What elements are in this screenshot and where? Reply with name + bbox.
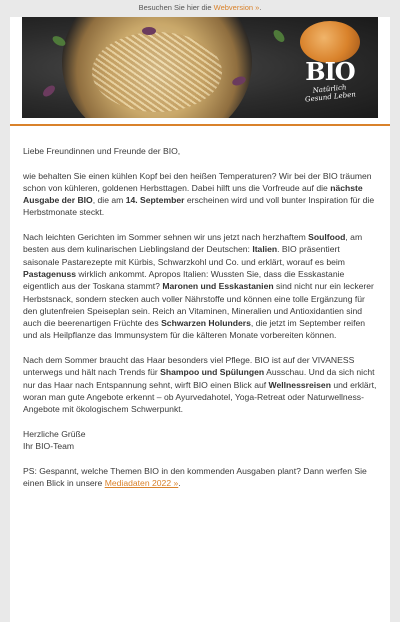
greeting: Liebe Freundinnen und Freunde der BIO, [23, 146, 181, 156]
ps-text: PS: Gespannt, welche Themen BIO in den kommenden Ausgaben plant? Dann werfen Sie einen Blick in unsere [23, 465, 367, 489]
ps-end: . [178, 478, 181, 489]
text-run: Nach dem Sommer braucht das Haar besonders viel Pflege. BIO ist auf der VIVANESS unterwegs und hält nach Trends für [23, 355, 355, 378]
webversion-link[interactable]: Webversion » [213, 3, 260, 12]
closing: Herzliche Grüße [23, 428, 86, 439]
bold-phrase: Schwarzen Holunders [161, 318, 251, 329]
bio-logo-tagline: Natürlich Gesund Leben [304, 83, 357, 104]
text-run: . BIO präsentiert saisonale Pastarezepte mit Kürbis, Schwarzkohl und Co. und erklärt, worauf es beim [23, 244, 345, 267]
accent-divider [10, 124, 390, 126]
leaf-decoration [142, 27, 156, 35]
bold-phrase: 14. September [125, 195, 185, 206]
text-run: und erklärt, woran man gute Angebote erkennt – ob Ayurvedahotel, Yoga-Retreat oder Naturwellness-Angebote mit ökologischem Schwerpunkt. [23, 379, 377, 415]
leaf-decoration [271, 28, 286, 44]
signature: Ihr BIO-Team [23, 441, 75, 452]
text-run: wirklich ankommt. Apropos Italien: Wussten Sie, dass die Esskastanie eigentlich aus der Toskana stammt? [23, 268, 345, 292]
webversion-suffix: . [259, 3, 262, 12]
letter-body [23, 145, 378, 502]
text-run: wie behalten Sie einen kühlen Kopf bei den heißen Temperaturen? Wir bei der BIO träumen schon von kühleren, goldenen Herbsttagen. Dabei hilft uns die Vorfreude auf die [23, 170, 372, 193]
leaf-decoration [41, 83, 57, 98]
postscript [23, 465, 378, 490]
bold-phrase: Maronen und Esskastanien [162, 281, 274, 292]
bold-phrase: Italien [252, 244, 278, 255]
text-run: Ausschau. Und da sich nicht nur das Haar nach Entspannung sehnt, wirft BIO einen Blick auf [23, 367, 375, 390]
paragraph-1 [23, 170, 378, 219]
text-run: sind nicht nur ein leckerer Herbstsnack, sondern stecken auch voller Nährstoffe und können eine tolle Ergänzung für den glutenfreien Speiseplan sein. Reich an Vitaminen, Mineralien und Antioxidantien sind auch die beerenartigen Früchte des [23, 281, 374, 329]
text-run: , die jetzt im September reifen und als Heilpflanze das Immunsystem für die kälteren Monate vorbereiten können. [23, 318, 366, 341]
text-run: erscheinen wird und voll bunter Inspiration für die Herbstmonate steckt. [23, 195, 375, 218]
mediadaten-link[interactable]: Mediadaten 2022 » [104, 478, 179, 489]
pasta-plate-image [62, 17, 252, 118]
webversion-bar [0, 0, 400, 17]
bold-phrase: Soulfood [308, 232, 346, 243]
bold-phrase: Wellnessreisen [268, 379, 331, 390]
text-run: , am besten aus dem kulinarischen Lieblingsland der Deutschen: [23, 232, 363, 255]
newsletter-card [10, 17, 390, 622]
bold-phrase: nächste Ausgabe der BIO [23, 182, 363, 206]
hero-image [22, 17, 378, 118]
bold-phrase: Pastagenuss [23, 268, 77, 279]
bio-logo [300, 59, 360, 111]
webversion-text: Besuchen Sie hier die [138, 3, 214, 12]
paragraph-2 [23, 231, 378, 342]
paragraph-3 [23, 354, 378, 415]
bio-logo-wordmark: BIO [305, 57, 355, 86]
bold-phrase: Shampoo und Spülungen [160, 367, 265, 378]
text-run: , die am [92, 195, 126, 206]
text-run: Nach leichten Gerichten im Sommer sehnen wir uns jetzt nach herzhaftem [23, 232, 309, 243]
